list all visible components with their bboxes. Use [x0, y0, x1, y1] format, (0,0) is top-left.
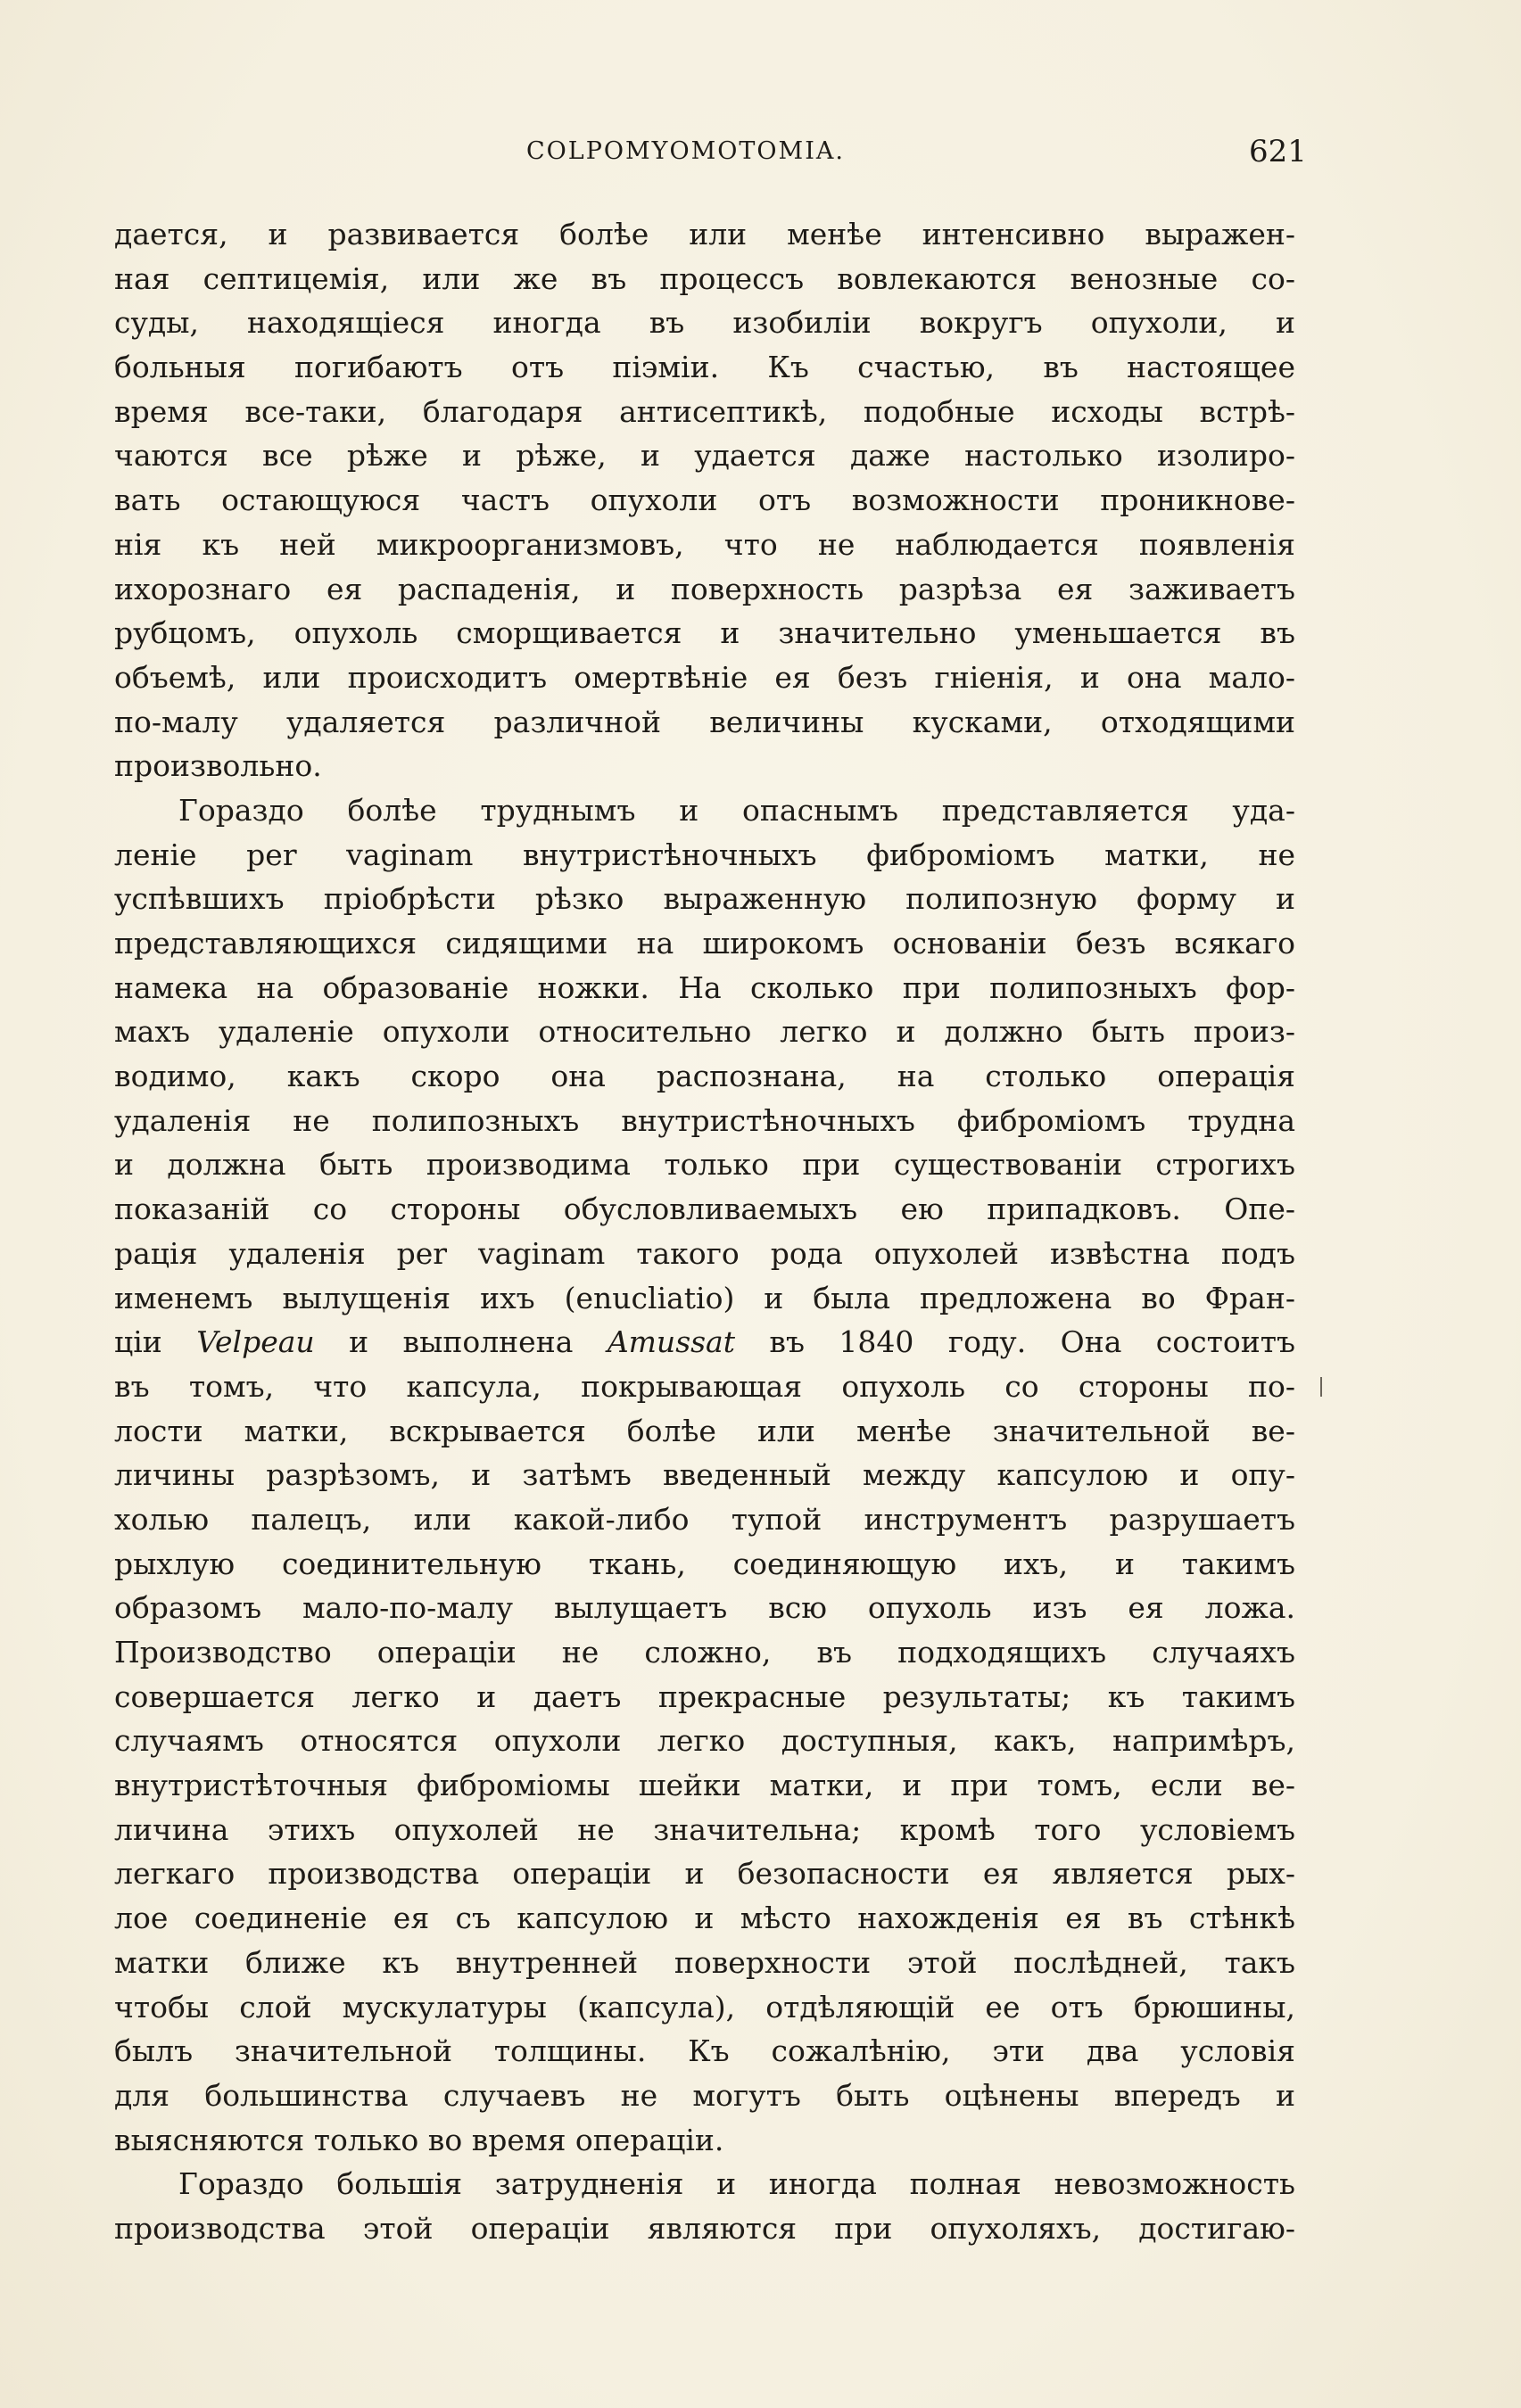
- text-line: успѣвшихъ пріобрѣсти рѣзко выраженную полипозную форму и: [114, 881, 1295, 917]
- author-name: Velpeau: [196, 1324, 315, 1360]
- text-line: представляющихся сидящими на широкомъ основаніи безъ всякаго: [114, 926, 1295, 961]
- text-line: лое соединеніе ея съ капсулою и мѣсто нахожденія ея въ стѣнкѣ: [114, 1901, 1295, 1936]
- text-line: совершается легко и даетъ прекрасные результаты; къ такимъ: [114, 1678, 1295, 1714]
- text-line: матки ближе къ внутренней поверхности этой послѣдней, такъ: [114, 1944, 1295, 1980]
- text-line: выясняются только во время операціи.: [114, 2122, 724, 2157]
- text-line: случаямъ относятся опухоли легко доступныя, какъ, напримѣръ,: [114, 1723, 1295, 1759]
- text-line: Гораздо болѣе труднымъ и опаснымъ представляется уда-: [178, 792, 1295, 828]
- text-line: удаленія не полипозныхъ внутристѣночныхъ фиброміомъ трудна: [114, 1102, 1295, 1138]
- text-line: рыхлую соединительную ткань, соединяющую ихъ, и такимъ: [114, 1546, 1295, 1581]
- text-line: леніе per vaginam внутристѣночныхъ фиброміомъ матки, не: [114, 837, 1295, 872]
- text-line: Производство операціи не сложно, въ подходящихъ случаяхъ: [114, 1635, 1295, 1670]
- text-line: производства этой операціи являются при опухоляхъ, достигаю-: [114, 2210, 1295, 2246]
- text-line: для большинства случаевъ не могутъ быть оцѣнены впередъ и: [114, 2077, 1295, 2113]
- text-line: въ томъ, что капсула, покрывающая опухоль со стороны по-: [114, 1368, 1295, 1404]
- page-number: 621: [1249, 134, 1307, 169]
- text-line: суды, находящіеся иногда въ изобиліи вокругъ опухоли, и: [114, 305, 1295, 341]
- running-head: COLPOMYOMOTOMIA.: [526, 137, 845, 165]
- text-line: объемѣ, или происходитъ омертвѣніе ея безъ гніенія, и она мало-: [114, 659, 1295, 695]
- text-line: рубцомъ, опухоль сморщивается и значительно уменьшается въ: [114, 615, 1295, 651]
- text-line: по-малу удаляется различной величины кусками, отходящими: [114, 704, 1295, 739]
- text-line: личина этихъ опухолей не значительна; кромѣ того условіемъ: [114, 1811, 1295, 1847]
- text-line: время все-таки, благодаря антисептикѣ, подобные исходы встрѣ-: [114, 393, 1295, 429]
- text-line: махъ удаленіе опухоли относительно легко и должно быть произ-: [114, 1014, 1295, 1050]
- text-line: холью палецъ, или какой-либо тупой инструментъ разрушаетъ: [114, 1501, 1295, 1537]
- text-line: нія къ ней микроорганизмовъ, что не наблюдается появленія: [114, 526, 1295, 562]
- text-line: чтобы слой мускулатуры (капсула), отдѣляющій ее отъ брюшины,: [114, 1989, 1295, 2025]
- text-line: произвольно.: [114, 748, 322, 784]
- text-line: водимо, какъ скоро она распознана, на столько операція: [114, 1059, 1295, 1094]
- text-line: ная септицемія, или же въ процессъ вовлекаются венозные со-: [114, 260, 1295, 296]
- text-line: вать остающуюся частъ опухоли отъ возможности проникнове-: [114, 482, 1295, 518]
- text-line: личины разрѣзомъ, и затѣмъ введенный между капсулою и опу-: [114, 1457, 1295, 1493]
- text-line: былъ значительной толщины. Къ сожалѣнію, эти два условія: [114, 2033, 1295, 2069]
- text-line: ихорознаго ея распаденія, и поверхность разрѣза ея заживаетъ: [114, 571, 1295, 606]
- body-text: [114, 212, 1295, 2251]
- text-line: внутристѣточныя фиброміомы шейки матки, и при томъ, если ве-: [114, 1768, 1295, 1803]
- text-line: Гораздо большія затрудненія и иногда полная невозможность: [178, 2166, 1295, 2202]
- text-line: чаются все рѣже и рѣже, и удается даже настолько изолиро-: [114, 438, 1295, 474]
- text-line: и должна быть производима только при существованіи строгихъ: [114, 1147, 1295, 1183]
- text-line: рація удаленія per vaginam такого рода опухолей извѣстна подъ: [114, 1235, 1295, 1271]
- text-line: именемъ вылущенія ихъ (enucliatio) и была предложена во Фран-: [114, 1280, 1295, 1315]
- text-line: дается, и развивается болѣе или менѣе интенсивно выражен-: [114, 217, 1295, 252]
- text-line: больныя погибаютъ отъ піэміи. Къ счастью, въ настоящее: [114, 350, 1295, 385]
- text-line: легкаго производства операціи и безопасности ея является рых-: [114, 1856, 1295, 1892]
- text-line: образомъ мало-по-малу вылущаетъ всю опухоль изъ ея ложа.: [114, 1590, 1295, 1626]
- author-name: Amussat: [607, 1324, 735, 1360]
- margin-mark: [1320, 1377, 1322, 1397]
- text-line: намека на образованіе ножки. На сколько при полипозныхъ фор-: [114, 969, 1295, 1005]
- text-line: лости матки, вскрывается болѣе или менѣе значительной ве-: [114, 1413, 1295, 1448]
- text-line: показаній со стороны обусловливаемыхъ ею припадковъ. Опе-: [114, 1192, 1295, 1227]
- text-line: ціи Velpeau и выполнена Amussat въ 1840 году. Она состоитъ: [114, 1324, 1295, 1360]
